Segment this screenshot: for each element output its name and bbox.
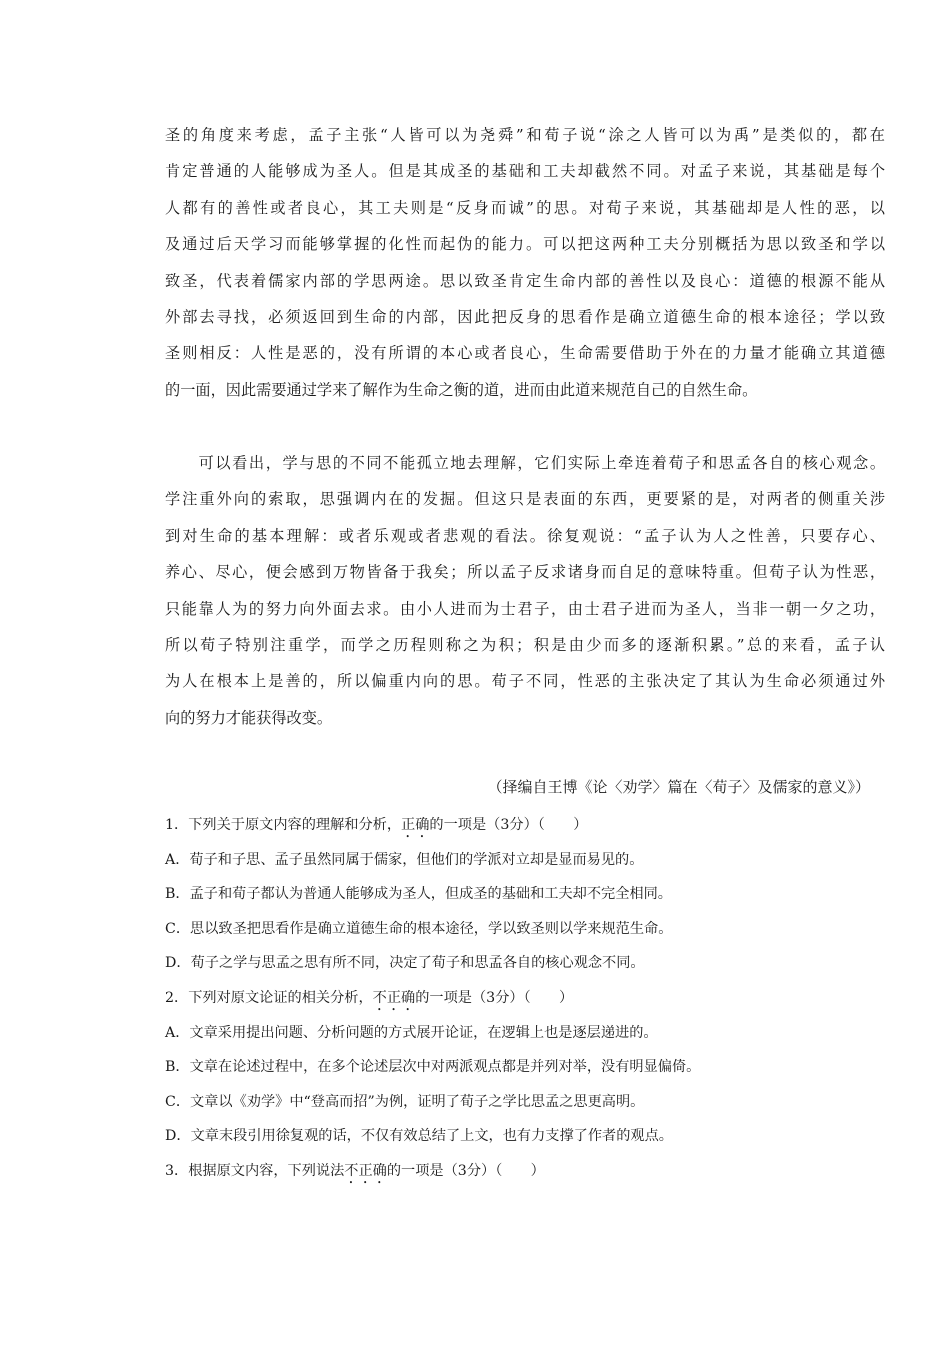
paragraph-line: 到对生命的基本理解：或者乐观或者悲观的看法。徐复观说：“孟子认为人之性善，只要存心、 [165,526,885,545]
paragraph-line: 肯定普通的人能够成为圣人。但是其成圣的基础和工夫却截然不同。对孟子来说，其基础是每个 [165,162,885,181]
paragraph-2 [165,445,885,736]
paragraph-line: 的一面，因此需要通过学来了解作为生命之衡的道，进而由此道来规范自己的自然生命。 [165,380,758,399]
answer-option: A．荀子和子思、孟子虽然同属于儒家，但他们的学派对立却是显而易见的。 [165,851,644,868]
answer-option: A．文章采用提出问题、分析问题的方式展开论证，在逻辑上也是逐层递进的。 [165,1024,658,1041]
paragraph-line: 学注重外向的索取，思强调内在的发掘。但这只是表面的东西，更要紧的是，对两者的侧重关涉 [165,490,885,509]
paragraph-line: 养心、尽心，便会感到万物皆备于我矣；所以孟子反求诸身而自足的意味特重。但荀子认为性恶， [165,563,885,582]
answer-option: B．孟子和荀子都认为普通人能够成为圣人，但成圣的基础和工夫却不完全相同。 [165,886,672,903]
paragraph-line: 只能靠人为的努力向外面去求。由小人进而为士君子，由士君子进而为圣人，当非一朝一夕之功， [165,599,885,618]
paragraph-line: 外部去寻找，必须返回到生命的内部，因此把反身的思看作是确立道德生命的根本途径；学以致 [165,307,885,326]
paragraph-line: 可以看出，学与思的不同不能孤立地去理解，它们实际上牵连着荀子和思孟各自的核心观念。 [165,454,885,472]
stem-text: 的一项是（3分）（ ） [429,817,588,833]
stem-text: 的一项是（3分）（ ） [415,989,574,1006]
paragraph-line: 圣的角度来考虑，孟子主张“人皆可以为尧舜”和荀子说“涂之人皆可以为禹”是类似的，都在 [165,126,885,144]
question-stem-2 [165,981,885,1016]
paragraph-line: 致圣，代表着儒家内部的学思两途。思以致圣肯定生命内部的善性以及良心：道德的根源不能从 [165,271,885,290]
answer-option: B．文章在论述过程中，在多个论述层次中对两派观点都是并列对举，没有明显偏倚。 [165,1059,701,1076]
stem-text: 1．下列关于原文内容的理解和分析， [165,817,402,833]
paragraph-line: 为人在根本上是善的，所以偏重内向的思。荀子不同，性恶的主张决定了其认为生命必须通过外 [165,672,885,691]
paragraph-line: 向的努力才能获得改变。 [165,708,333,727]
question-stem-1 [165,808,885,843]
paragraph-line: 所以荀子特别注重学，而学之历程则称之为积；积是由少而多的逐渐积累。”总的来看，孟子认 [165,635,885,654]
stem-text: 2．下列对原文论证的相关分析， [165,989,373,1006]
answer-option: C．思以致圣把思看作是确立道德生命的根本途径，学以致圣则以学来规范生命。 [165,920,673,937]
emphasis-keyword: 不正确 [344,1162,387,1179]
paragraph-line: 人都有的善性或者良心，其工夫则是“反身而诚”的思。对荀子来说，其基础却是人性的恶，以 [165,198,885,217]
stem-text: 3．根据原文内容，下列说法 [165,1162,345,1179]
source-citation: （择编自王博《论〈劝学〉篇在〈荀子〉及儒家的意义》） [487,778,870,796]
answer-option: D．文章末段引用徐复观的话，不仅有效总结了上文，也有力支撑了作者的观点。 [165,1128,673,1145]
emphasis-keyword: 正确 [401,817,430,833]
question-stem-3 [165,1154,885,1189]
emphasis-keyword: 不正确 [372,989,416,1006]
stem-text: 的一项是（3分）（ ） [386,1162,545,1179]
answer-option: C．文章以《劝学》中“登高而招”为例，证明了荀子之学比思孟之思更高明。 [165,1093,645,1110]
paragraph-line: 圣则相反：人性是恶的，没有所谓的本心或者良心，生命需要借助于外在的力量才能确立其道德 [165,344,885,363]
question-list [165,808,885,1189]
paragraph-1 [165,117,885,408]
answer-option: D．荀子之学与思孟之思有所不同，决定了荀子和思孟各自的核心观念不同。 [165,955,645,972]
paragraph-line: 及通过后天学习而能够掌握的化性而起伪的能力。可以把这两种工夫分别概括为思以致圣和学以 [165,235,885,254]
